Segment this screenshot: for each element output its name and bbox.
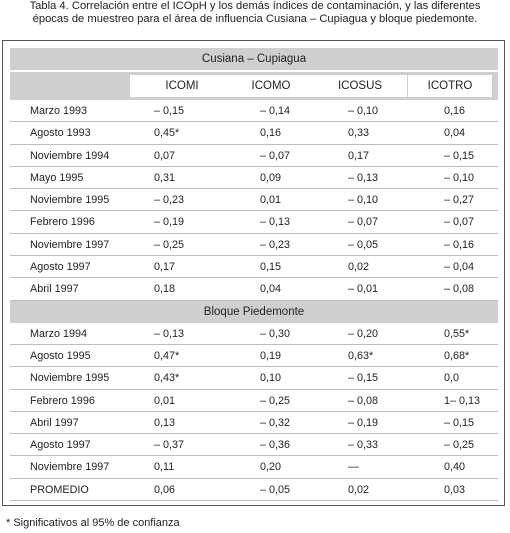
cell-icotro: – 0,15 [444,416,475,429]
cell-icosus: – 0,33 [348,439,379,452]
row-label: Marzo 1993 [30,105,88,117]
cell-icomi: 0,43* [154,372,180,385]
section-body-piedemonte [10,323,498,501]
table-row [10,434,498,456]
table-row [10,100,498,122]
table-row [10,345,498,367]
cell-icotro: 0,03 [444,483,466,496]
cell-icomi: 0,47* [154,349,180,362]
cell-icomo: 0,15 [260,261,282,274]
cell-icotro: 0,55* [444,327,470,340]
cell-icomi: 0,07 [154,149,176,162]
column-header-icomi: ICOMI [130,75,234,97]
cell-icomo: – 0,32 [260,416,291,429]
cell-icomo: 0,09 [260,171,282,184]
row-label: Agosto 1995 [30,349,91,362]
row-label: Noviembre 1997 [30,238,110,251]
table-row [10,256,498,278]
row-label: Abril 1997 [30,416,79,429]
row-label: Noviembre 1995 [30,372,110,385]
cell-icotro: 1– 0,13 [444,394,481,407]
cell-icotro: – 0,27 [444,194,475,207]
table-row [10,211,498,233]
cell-icomo: 0,16 [260,127,282,140]
table-row [10,122,498,144]
cell-icomo: – 0,36 [260,439,291,452]
cell-icotro: 0,04 [444,127,466,140]
cell-icomi: 0,18 [154,283,176,296]
table-row [10,167,498,189]
cell-icomo: 0,19 [260,349,282,362]
cell-icosus: – 0,08 [348,394,379,407]
table-row [10,234,498,256]
cell-icosus: – 0,10 [348,105,379,117]
cell-icosus: – 0,07 [348,216,379,229]
cell-icotro: – 0,08 [444,283,475,296]
row-label: Noviembre 1995 [30,194,110,207]
table-row [10,189,498,211]
column-header-row [10,70,498,100]
cell-icomo: – 0,14 [260,105,291,117]
row-label: Noviembre 1994 [30,149,110,162]
caption-line-1: Tabla 4. Correlación entre el ICOpH y los demás índices de contaminación, y las diferentes [29,0,481,12]
cell-icosus: 0,02 [348,261,370,274]
cell-icotro: – 0,04 [444,261,475,274]
cell-icomo: 0,10 [260,372,282,385]
table-row [10,390,498,412]
row-label: PROMEDIO [30,483,89,496]
cell-icotro: – 0,10 [444,171,475,184]
cell-icomi: – 0,13 [154,327,185,340]
cell-icosus: 0,33 [348,127,370,140]
cell-icosus: – 0,19 [348,416,379,429]
cell-icosus: 0,63* [348,349,374,362]
table-row [10,412,498,434]
table-row [10,278,498,300]
cell-icotro: 0,68* [444,349,470,362]
cell-icosus: – 0,10 [348,194,379,207]
table-row [10,323,498,345]
cell-icosus: – 0,13 [348,171,379,184]
cell-icomo: – 0,05 [260,483,291,496]
table-caption [0,0,510,26]
cell-icosus: 0,17 [348,149,370,162]
cell-icomi: – 0,37 [154,439,185,452]
correlation-table [10,48,498,501]
row-label: Agosto 1997 [30,261,91,274]
row-label: Febrero 1996 [30,216,95,229]
row-label: Abril 1997 [30,283,79,296]
column-header-icotro: ICOTRO [408,75,492,97]
cell-icosus: – 0,15 [348,372,379,385]
cell-icotro: – 0,15 [444,149,475,162]
table-row [10,479,498,501]
cell-icosus: – 0,20 [348,327,379,340]
row-label: Noviembre 1997 [30,461,110,474]
column-header-icomo: ICOMO [224,75,318,97]
cell-icotro: – 0,16 [444,238,475,251]
cell-icomi: 0,17 [154,261,176,274]
cell-icomo: 0,01 [260,194,282,207]
cell-icomo: – 0,25 [260,394,291,407]
footnote: * Significativos al 95% de confianza [6,517,180,529]
cell-icotro: 0,16 [444,105,466,117]
row-label: Marzo 1994 [30,327,88,340]
cell-icosus: – 0,05 [348,238,379,251]
cell-icomi: 0,11 [154,461,175,474]
cell-icosus: – 0,01 [348,283,379,296]
cell-icomo: – 0,23 [260,238,291,251]
cell-icomi: – 0,19 [154,216,185,229]
cell-icomi: 0,13 [154,416,176,429]
cell-icomo: 0,04 [260,283,282,296]
cell-icomi: 0,31 [154,171,176,184]
cell-icotro: 0,40 [444,461,466,474]
cell-icotro: 0,0 [444,372,460,385]
row-label: Agosto 1993 [30,127,91,140]
row-label: Mayo 1995 [30,171,84,184]
cell-icotro: – 0,07 [444,216,475,229]
caption-line-2: épocas de muestreo para el área de influencia Cusiana – Cupiagua y bloque piedemonte. [32,13,478,25]
cell-icomi: 0,06 [154,483,176,496]
cell-icosus: — [348,461,359,474]
cell-icosus: 0,02 [348,483,370,496]
cell-icomo: – 0,30 [260,327,291,340]
cell-icomi: – 0,15 [154,105,185,117]
cell-icotro: – 0,25 [444,439,475,452]
cell-icomo: – 0,07 [260,149,291,162]
section-header-piedemonte: Bloque Piedemonte [10,301,498,323]
section-body-cusiana [10,100,498,301]
section-header-cusiana: Cusiana – Cupiagua [10,48,498,70]
cell-icomi: 0,01 [154,394,176,407]
cell-icomi: 0,45* [154,127,180,140]
row-label: Agosto 1997 [30,439,91,452]
column-header-icosus: ICOSUS [313,75,407,97]
row-label: Febrero 1996 [30,394,95,407]
cell-icomo: 0,20 [260,461,282,474]
cell-icomi: – 0,25 [154,238,185,251]
cell-icomo: – 0,13 [260,216,291,229]
table-row [10,145,498,167]
cell-icomi: – 0,23 [154,194,185,207]
table-row [10,456,498,478]
table-row [10,367,498,389]
